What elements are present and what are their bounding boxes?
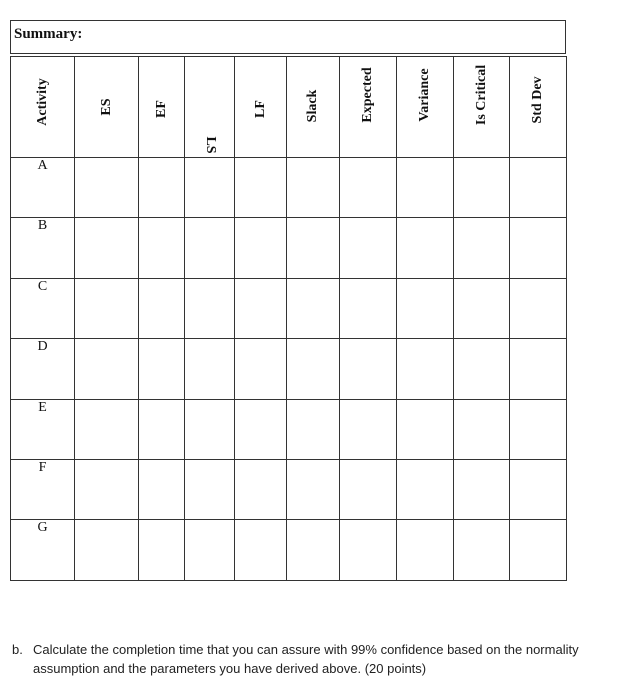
activity-label: G [11, 520, 75, 580]
table-cell[interactable] [454, 459, 510, 519]
table-cell[interactable] [139, 399, 185, 459]
table-cell[interactable] [454, 158, 510, 218]
column-header-label: ES [98, 98, 114, 116]
table-cell[interactable] [510, 158, 567, 218]
column-header-label: Slack [305, 89, 320, 123]
table-cell[interactable] [397, 459, 454, 519]
column-header-label: EF [153, 100, 169, 118]
summary-sheet [10, 20, 566, 581]
table-cell[interactable] [75, 218, 139, 278]
column-header-label: LS [202, 136, 218, 154]
activity-label: E [11, 399, 75, 459]
table-row [11, 339, 567, 399]
table-cell[interactable] [397, 520, 454, 580]
table-cell[interactable] [510, 339, 567, 399]
table-cell[interactable] [235, 278, 287, 338]
table-cell[interactable] [75, 278, 139, 338]
table-cell[interactable] [235, 158, 287, 218]
column-header-label: LF [252, 100, 268, 118]
table-cell[interactable] [75, 520, 139, 580]
column-header-label: Expected [360, 67, 375, 123]
table-row [11, 278, 567, 338]
table-cell[interactable] [287, 158, 340, 218]
table-cell[interactable] [397, 399, 454, 459]
table-cell[interactable] [287, 399, 340, 459]
summary-table [10, 56, 567, 581]
table-cell[interactable] [454, 339, 510, 399]
table-cell[interactable] [139, 278, 185, 338]
table-cell[interactable] [510, 459, 567, 519]
table-cell[interactable] [397, 339, 454, 399]
table-cell[interactable] [510, 520, 567, 580]
table-cell[interactable] [340, 158, 397, 218]
table-cell[interactable] [397, 218, 454, 278]
table-cell[interactable] [185, 158, 235, 218]
table-cell[interactable] [235, 459, 287, 519]
question-label: b. [12, 642, 23, 657]
table-cell[interactable] [287, 339, 340, 399]
table-cell[interactable] [75, 399, 139, 459]
table-cell[interactable] [340, 218, 397, 278]
column-header-label: Is Critical [473, 64, 489, 126]
summary-title: Summary: [10, 20, 566, 54]
table-cell[interactable] [75, 459, 139, 519]
table-cell[interactable] [235, 520, 287, 580]
table-cell[interactable] [340, 520, 397, 580]
activity-label: F [11, 459, 75, 519]
table-cell[interactable] [287, 459, 340, 519]
table-cell[interactable] [287, 218, 340, 278]
table-cell[interactable] [235, 399, 287, 459]
column-header-is-critical [454, 57, 510, 158]
table-cell[interactable] [510, 278, 567, 338]
header-row [11, 57, 567, 158]
table-cell[interactable] [340, 278, 397, 338]
table-cell[interactable] [185, 339, 235, 399]
column-header-ef [139, 57, 185, 158]
column-header-label: Std Dev [530, 76, 545, 124]
table-cell[interactable] [139, 339, 185, 399]
question-b [12, 640, 612, 678]
column-header-expected [340, 57, 397, 158]
activity-label: B [11, 218, 75, 278]
table-cell[interactable] [75, 339, 139, 399]
table-cell[interactable] [139, 459, 185, 519]
table-cell[interactable] [454, 218, 510, 278]
table-row [11, 158, 567, 218]
table-cell[interactable] [185, 520, 235, 580]
question-text: Calculate the completion time that you can assure with 99% confidence based on the normality assumption and the parameters you have derived above. (20 points) [33, 642, 579, 676]
table-cell[interactable] [454, 520, 510, 580]
column-header-std-dev [510, 57, 567, 158]
column-header-activity [11, 57, 75, 158]
column-header-es [75, 57, 139, 158]
table-cell[interactable] [340, 399, 397, 459]
table-body [11, 158, 567, 581]
table-row [11, 459, 567, 519]
activity-label: C [11, 278, 75, 338]
table-row [11, 520, 567, 580]
table-cell[interactable] [510, 399, 567, 459]
table-cell[interactable] [340, 339, 397, 399]
column-header-label: Activity [34, 78, 50, 126]
table-cell[interactable] [510, 218, 567, 278]
column-header-variance [397, 57, 454, 158]
activity-label: A [11, 158, 75, 218]
column-header-ls [185, 57, 235, 158]
table-cell[interactable] [139, 520, 185, 580]
table-cell[interactable] [340, 459, 397, 519]
table-row [11, 218, 567, 278]
table-cell[interactable] [139, 158, 185, 218]
table-cell[interactable] [397, 278, 454, 338]
table-cell[interactable] [287, 520, 340, 580]
table-cell[interactable] [287, 278, 340, 338]
table-cell[interactable] [454, 399, 510, 459]
table-cell[interactable] [185, 399, 235, 459]
activity-label: D [11, 339, 75, 399]
table-cell[interactable] [397, 158, 454, 218]
table-cell[interactable] [75, 158, 139, 218]
table-cell[interactable] [454, 278, 510, 338]
table-cell[interactable] [235, 339, 287, 399]
column-header-lf [235, 57, 287, 158]
table-cell[interactable] [235, 218, 287, 278]
table-cell[interactable] [185, 459, 235, 519]
table-cell[interactable] [185, 218, 235, 278]
table-cell[interactable] [139, 218, 185, 278]
column-header-label: Variance [417, 68, 432, 122]
table-row [11, 399, 567, 459]
table-cell[interactable] [185, 278, 235, 338]
column-header-slack [287, 57, 340, 158]
